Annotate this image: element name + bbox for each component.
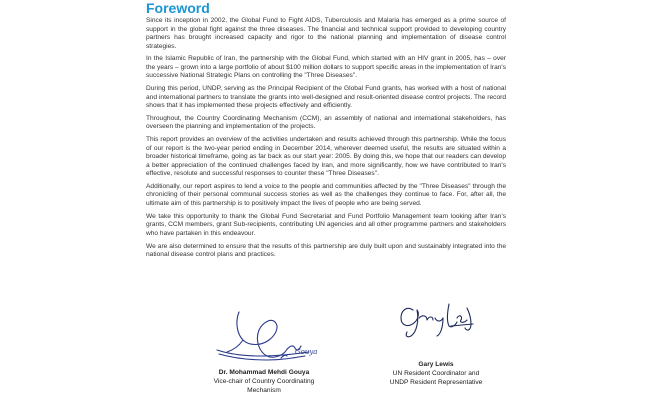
page-title: Foreword bbox=[146, 0, 210, 16]
signatory-role-line-1: UN Resident Coordinator and bbox=[392, 370, 480, 377]
signatory-role: Vice-chair of Country Coordinating Mechanism bbox=[213, 378, 315, 394]
svg-text:Gouya: Gouya bbox=[295, 348, 318, 356]
paragraph-4: Throughout, the Country Coordinating Mechanism (CCM), an assembly of national and international stakeholders, has overseen the planning and implementation of the projects. bbox=[146, 114, 506, 131]
paragraph-2: In the Islamic Republic of Iran, the partnership with the Global Fund, which started with an HIV grant in 2005, has – over the years – grown into a large portfolio of about $100 million dollars to support specific areas in the implementation of Iran's successive National Strategic Plans on controlling the "Three Diseases". bbox=[146, 55, 506, 80]
signature-lewis-icon bbox=[391, 296, 481, 360]
signatory-lewis bbox=[368, 296, 504, 387]
signatory-role-line-2: UNDP Resident Representative bbox=[389, 379, 483, 386]
signatory-name: Dr. Mohammad Mehdi Gouya bbox=[218, 369, 310, 376]
svg-text:Gary Lewis: Gary Lewis bbox=[441, 352, 447, 353]
paragraph-3: During this period, UNDP, serving as the Principal Recipient of the Global Fund grants, has worked with a host of national and international partners to translate the grants into well-designed and result-oriented disease control projects. The record shows that it has implemented these projects effectively and efficiently. bbox=[146, 85, 506, 110]
paragraph-5: This report provides an overview of the activities undertaken and results achieved through this partnership. While the focus of our report is the two-year period ending in December 2014, wherever deemed useful, the results are situated within a broader historical timeframe, going as far back as our start year: 2005. By doing this, we hope that our readers can develop a better appreciation of the continued challenges faced by Iran, and more significantly, how we have contributed to Iran's effective, resolute and successful responses to counter these "Three Diseases". bbox=[146, 136, 506, 178]
paragraph-1: Since its inception in 2002, the Global Fund to Fight AIDS, Tuberculosis and Malaria has emerged as a prime source of support in the global fight against the three diseases. The financial and technical support provided to developing country partners has brought increased capacity and rigor to the national planning and implementation of disease control strategies. bbox=[146, 17, 506, 50]
signature-gouya-icon bbox=[209, 296, 319, 368]
paragraph-6: Additionally, our report aspires to lend a voice to the people and communities affected by the "Three Diseases" through the chronicling of their personal communal success stories as well as the challenges they continue to face. For, after all, the ultimate aim of this partnership is to positively impact the lives of people who are being served. bbox=[146, 182, 506, 207]
foreword-content bbox=[146, 0, 506, 264]
paragraph-7: We take this opportunity to thank the Global Fund Secretariat and Fund Portfolio Management team looking after Iran's grants, CCM members, grant Sub-recipients, contributing UN agencies and all other programme partners and stakeholders who have partaken in this endeavour. bbox=[146, 212, 506, 237]
signatory-gouya bbox=[196, 296, 332, 395]
paragraph-8: We are also determined to ensure that the results of this partnership are duly built upon and sustainably integrated into the national disease control plans and practices. bbox=[146, 242, 506, 259]
signature-section bbox=[146, 296, 506, 396]
signatory-name: Gary Lewis bbox=[418, 361, 454, 368]
